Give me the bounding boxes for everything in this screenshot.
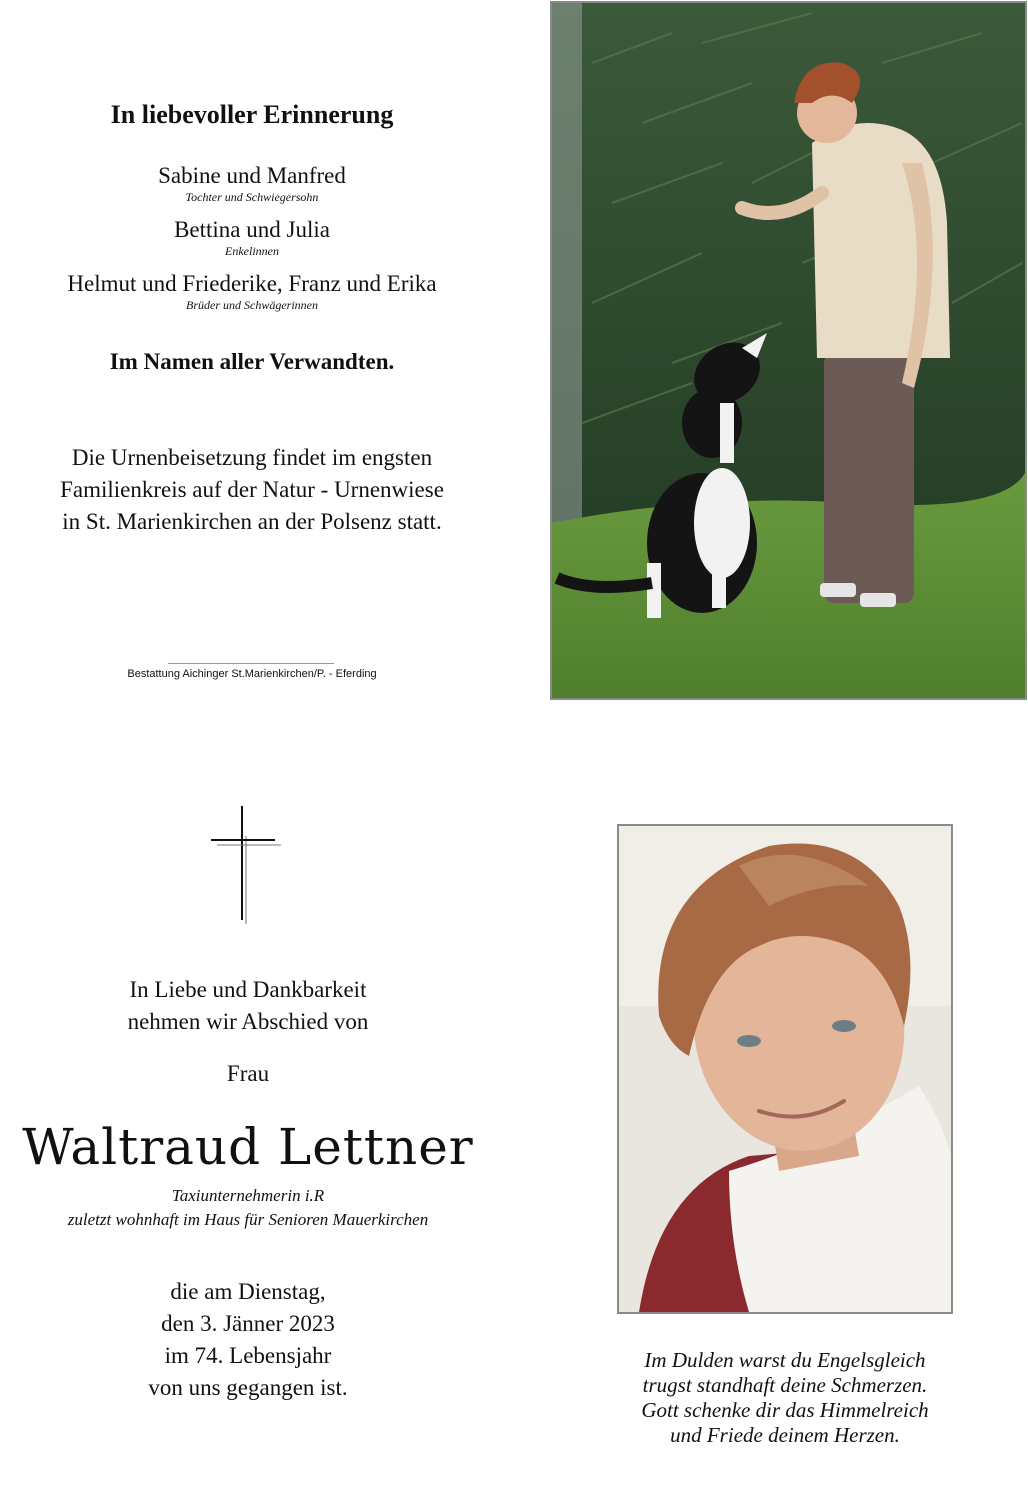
mourner-name: Bettina und Julia xyxy=(174,217,330,242)
family-line: Im Namen aller Verwandten. xyxy=(109,349,395,374)
mourner-name: Helmut und Friederike, Franz und Erika xyxy=(67,271,437,296)
cross-icon xyxy=(211,806,281,924)
poem-line: Gott schenke dir das Himmelreich xyxy=(641,1398,929,1422)
deceased-details xyxy=(0,1184,496,1232)
mourner-item xyxy=(0,162,504,204)
remembrance-heading: In liebevoller Erinnerung xyxy=(110,100,394,129)
occupation: Taxiunternehmerin i.R xyxy=(171,1186,325,1205)
poem-line: und Friede deinem Herzen. xyxy=(670,1423,900,1447)
burial-notice xyxy=(0,442,504,538)
burial-line: in St. Marienkirchen an der Polsenz statt. xyxy=(62,509,442,534)
mourner-relation: Tochter und Schwiegersohn xyxy=(185,190,319,204)
photo-with-dog-illustration xyxy=(552,3,1025,698)
salutation: Frau xyxy=(226,1061,270,1086)
deceased-name: Waltraud Lettner xyxy=(22,1118,474,1176)
death-line: im 74. Lebensjahr xyxy=(164,1343,332,1368)
death-line: den 3. Jänner 2023 xyxy=(161,1311,335,1336)
burial-line: Familienkreis auf der Natur - Urnenwiese xyxy=(60,477,444,502)
poem-line: Im Dulden warst du Engelsgleich xyxy=(644,1348,926,1372)
farewell-intro xyxy=(0,974,496,1038)
mourner-relation: Brüder und Schwägerinnen xyxy=(186,298,318,312)
undertaker-credit: Bestattung Aichinger St.Marienkirchen/P. - Eferding xyxy=(127,668,377,680)
intro-line: nehmen wir Abschied von xyxy=(127,1009,369,1034)
memorial-poem xyxy=(570,1348,1000,1448)
death-line: von uns gegangen ist. xyxy=(148,1375,348,1400)
residence: zuletzt wohnhaft im Haus für Senioren Mauerkirchen xyxy=(67,1210,429,1229)
portrait-illustration xyxy=(619,826,951,1312)
poem-line: trugst standhaft deine Schmerzen. xyxy=(642,1373,928,1397)
mourner-name: Sabine und Manfred xyxy=(158,163,346,188)
intro-line: In Liebe und Dankbarkeit xyxy=(129,977,367,1002)
mourner-item xyxy=(0,270,504,312)
undertaker-divider xyxy=(168,663,334,664)
mourner-relation: Enkelinnen xyxy=(225,244,279,258)
mourner-list xyxy=(0,162,504,312)
death-line: die am Dienstag, xyxy=(170,1279,326,1304)
portrait-photo xyxy=(617,824,953,1314)
death-notice xyxy=(0,1276,496,1404)
photo-with-dog xyxy=(550,1,1027,700)
burial-line: Die Urnenbeisetzung findet im engsten xyxy=(71,445,433,470)
mourner-item xyxy=(0,216,504,258)
